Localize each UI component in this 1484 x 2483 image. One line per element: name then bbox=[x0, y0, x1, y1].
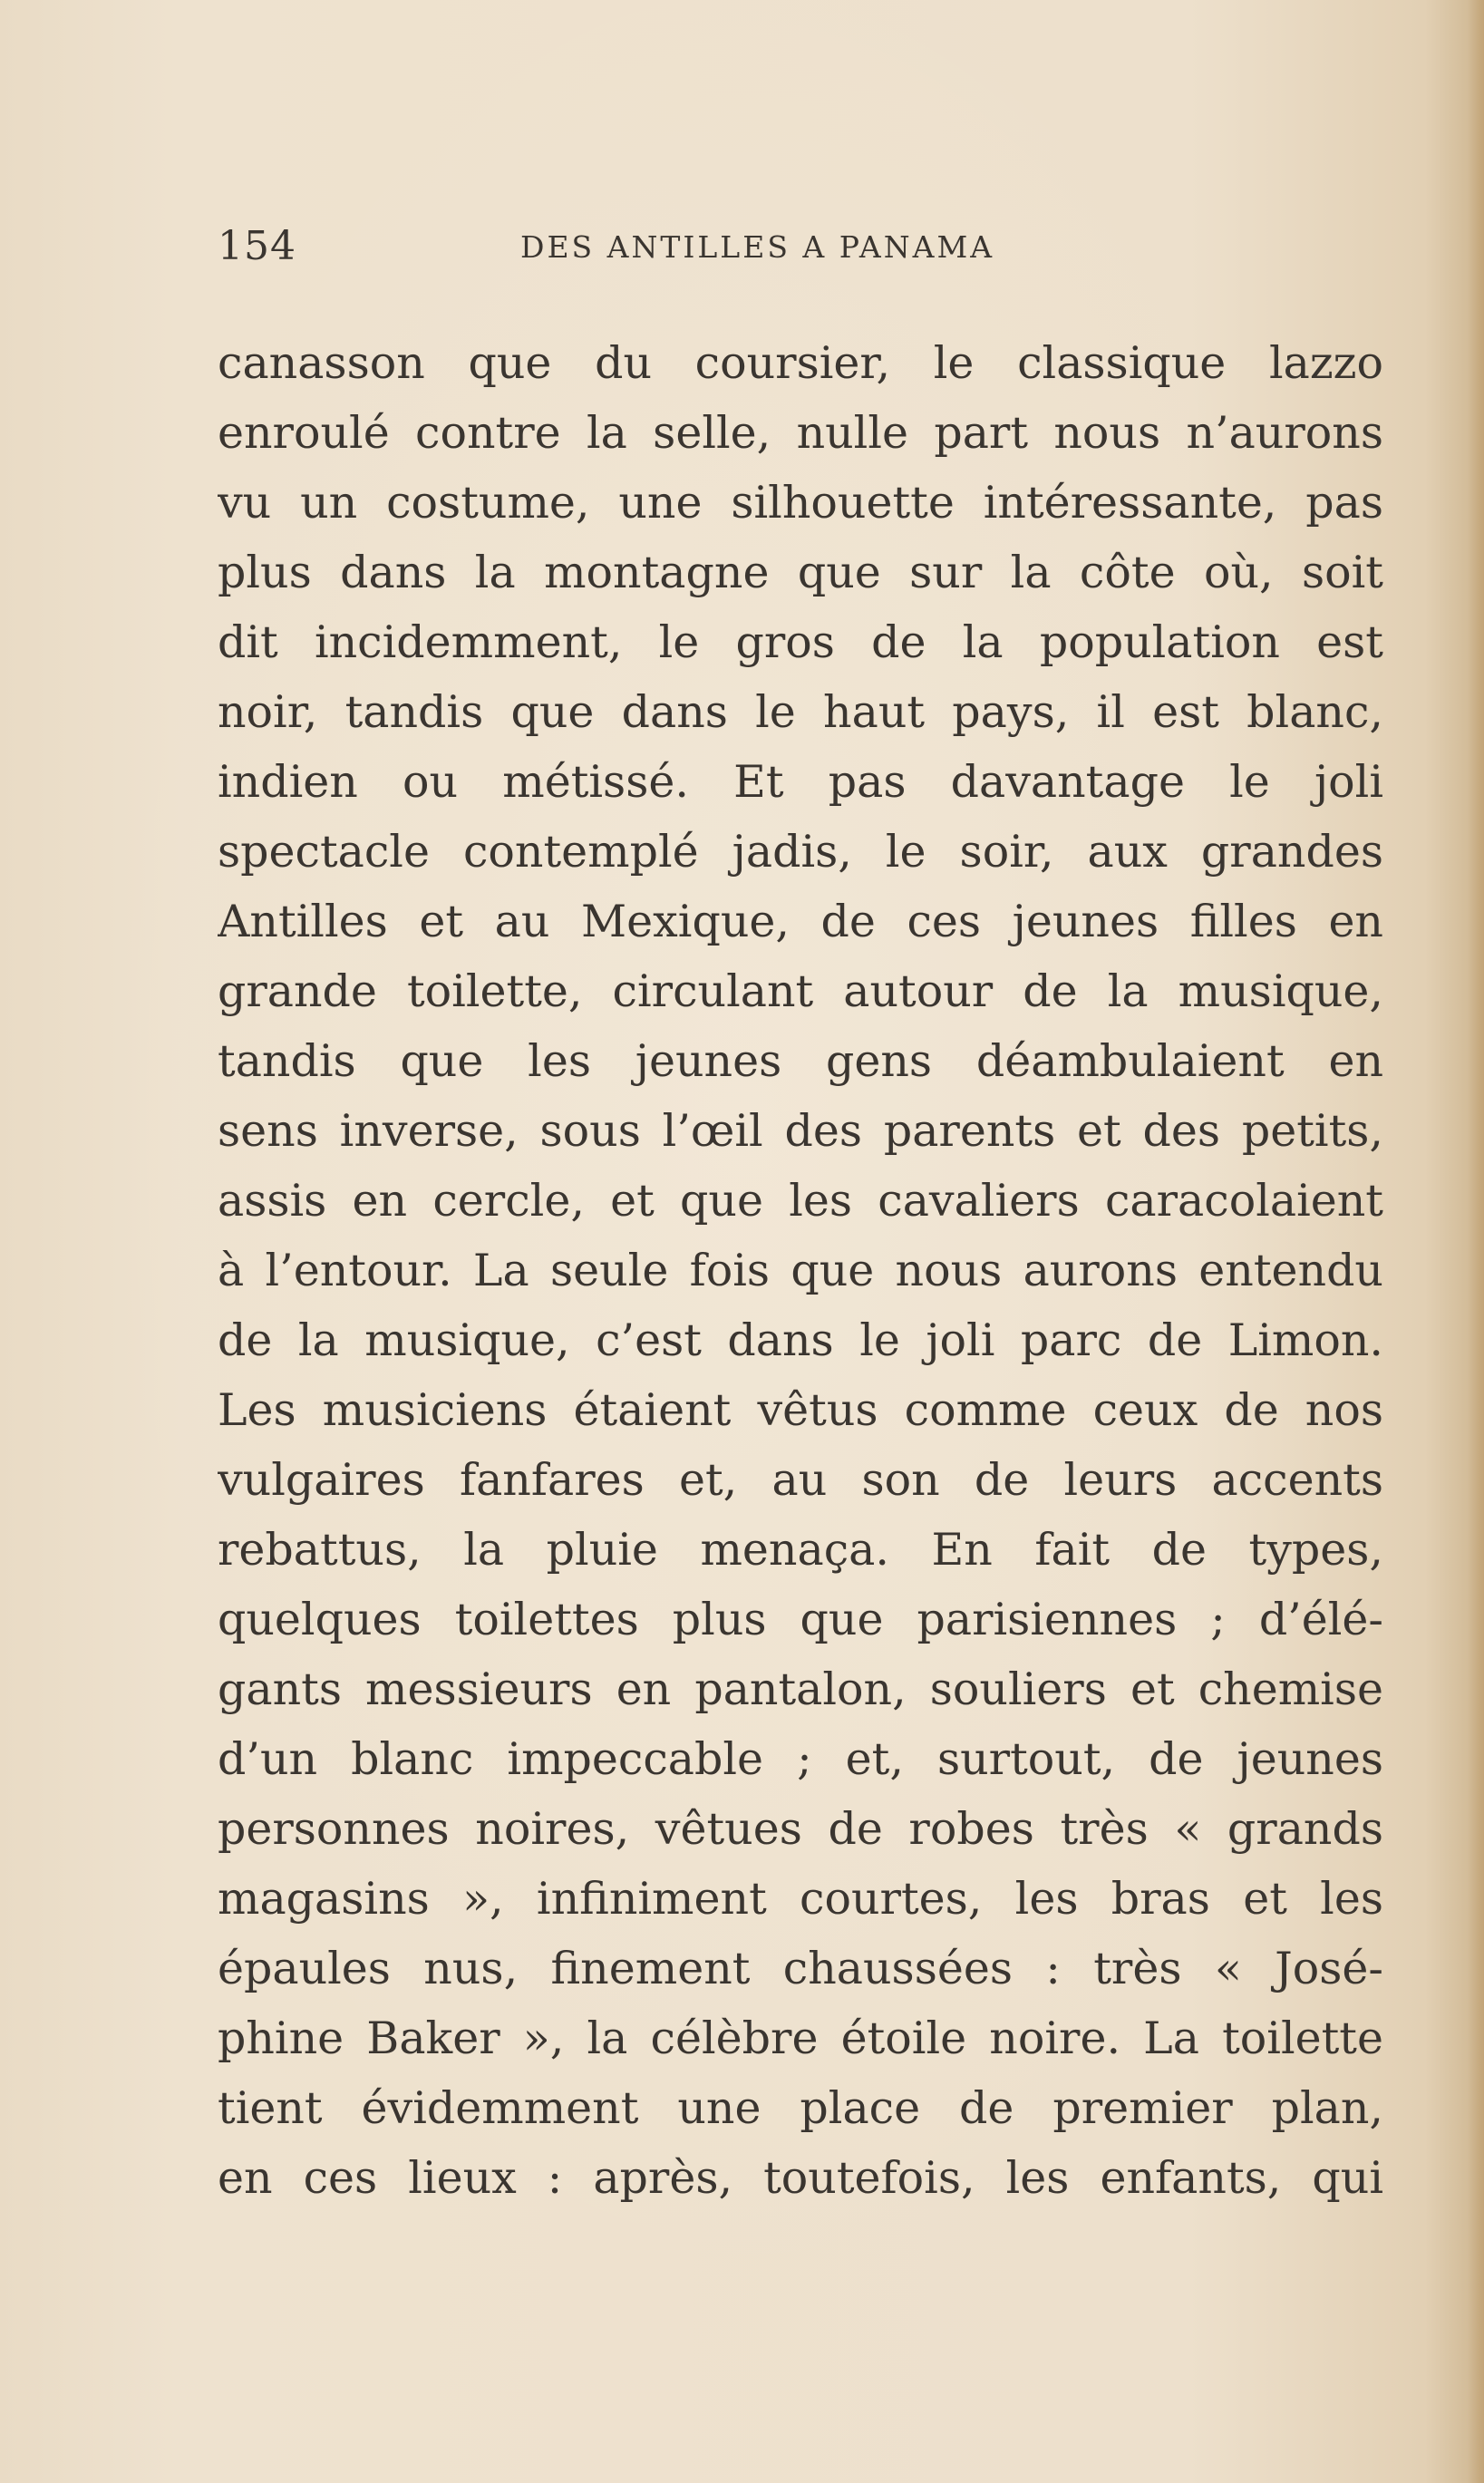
text-line: tandis que les jeunes gens déambulaient en bbox=[218, 1035, 1383, 1087]
text-line: sens inverse, sous l’œil des parents et des petits, bbox=[218, 1105, 1383, 1157]
text-line: enroulé contre la selle, nulle part nous n’aurons bbox=[218, 407, 1383, 459]
text-line: en ces lieux : après, toutefois, les enfants, qui bbox=[218, 2152, 1383, 2204]
body-text bbox=[218, 335, 1383, 2220]
text-line: de la musique, c’est dans le joli parc de Limon. bbox=[218, 1314, 1383, 1366]
running-title: DES ANTILLES A PANAMA bbox=[520, 229, 995, 265]
running-head bbox=[218, 219, 1378, 274]
page-edge-shadow bbox=[1468, 0, 1484, 2483]
text-line: indien ou métissé. Et pas davantage le joli bbox=[218, 756, 1383, 808]
text-line: Les musiciens étaient vêtus comme ceux de nos bbox=[218, 1384, 1383, 1436]
text-line: dit incidemment, le gros de la population est bbox=[218, 616, 1383, 668]
text-line: personnes noires, vêtues de robes très « grands bbox=[218, 1803, 1383, 1855]
text-line: vulgaires fanfares et, au son de leurs accents bbox=[218, 1454, 1383, 1506]
text-line: vu un costume, une silhouette intéressante, pas bbox=[218, 477, 1383, 529]
page-number: 154 bbox=[218, 223, 296, 269]
text-line: rebattus, la pluie menaça. En fait de types, bbox=[218, 1524, 1383, 1576]
text-line: quelques toilettes plus que parisiennes ; d’élé- bbox=[218, 1594, 1383, 1645]
text-line: plus dans la montagne que sur la côte où, soit bbox=[218, 547, 1383, 598]
text-line: noir, tandis que dans le haut pays, il est blanc, bbox=[218, 686, 1383, 738]
text-line: grande toilette, circulant autour de la musique, bbox=[218, 965, 1383, 1017]
text-line: magasins », infiniment courtes, les bras et les bbox=[218, 1873, 1383, 1925]
text-line: Antilles et au Mexique, de ces jeunes filles en bbox=[218, 896, 1383, 947]
text-line: épaules nus, finement chaussées : très « José- bbox=[218, 1943, 1383, 1994]
text-line: assis en cercle, et que les cavaliers caracolaient bbox=[218, 1175, 1383, 1227]
text-line: gants messieurs en pantalon, souliers et chemise bbox=[218, 1663, 1383, 1715]
text-line: phine Baker », la célèbre étoile noire. La toilette bbox=[218, 2013, 1383, 2064]
text-line: tient évidemment une place de premier plan, bbox=[218, 2082, 1383, 2134]
text-line: à l’entour. La seule fois que nous aurons entendu bbox=[218, 1245, 1383, 1296]
text-line: d’un blanc impeccable ; et, surtout, de jeunes bbox=[218, 1733, 1383, 1785]
text-line: canasson que du coursier, le classique lazzo bbox=[218, 337, 1383, 389]
text-line: spectacle contemplé jadis, le soir, aux grandes bbox=[218, 826, 1383, 878]
